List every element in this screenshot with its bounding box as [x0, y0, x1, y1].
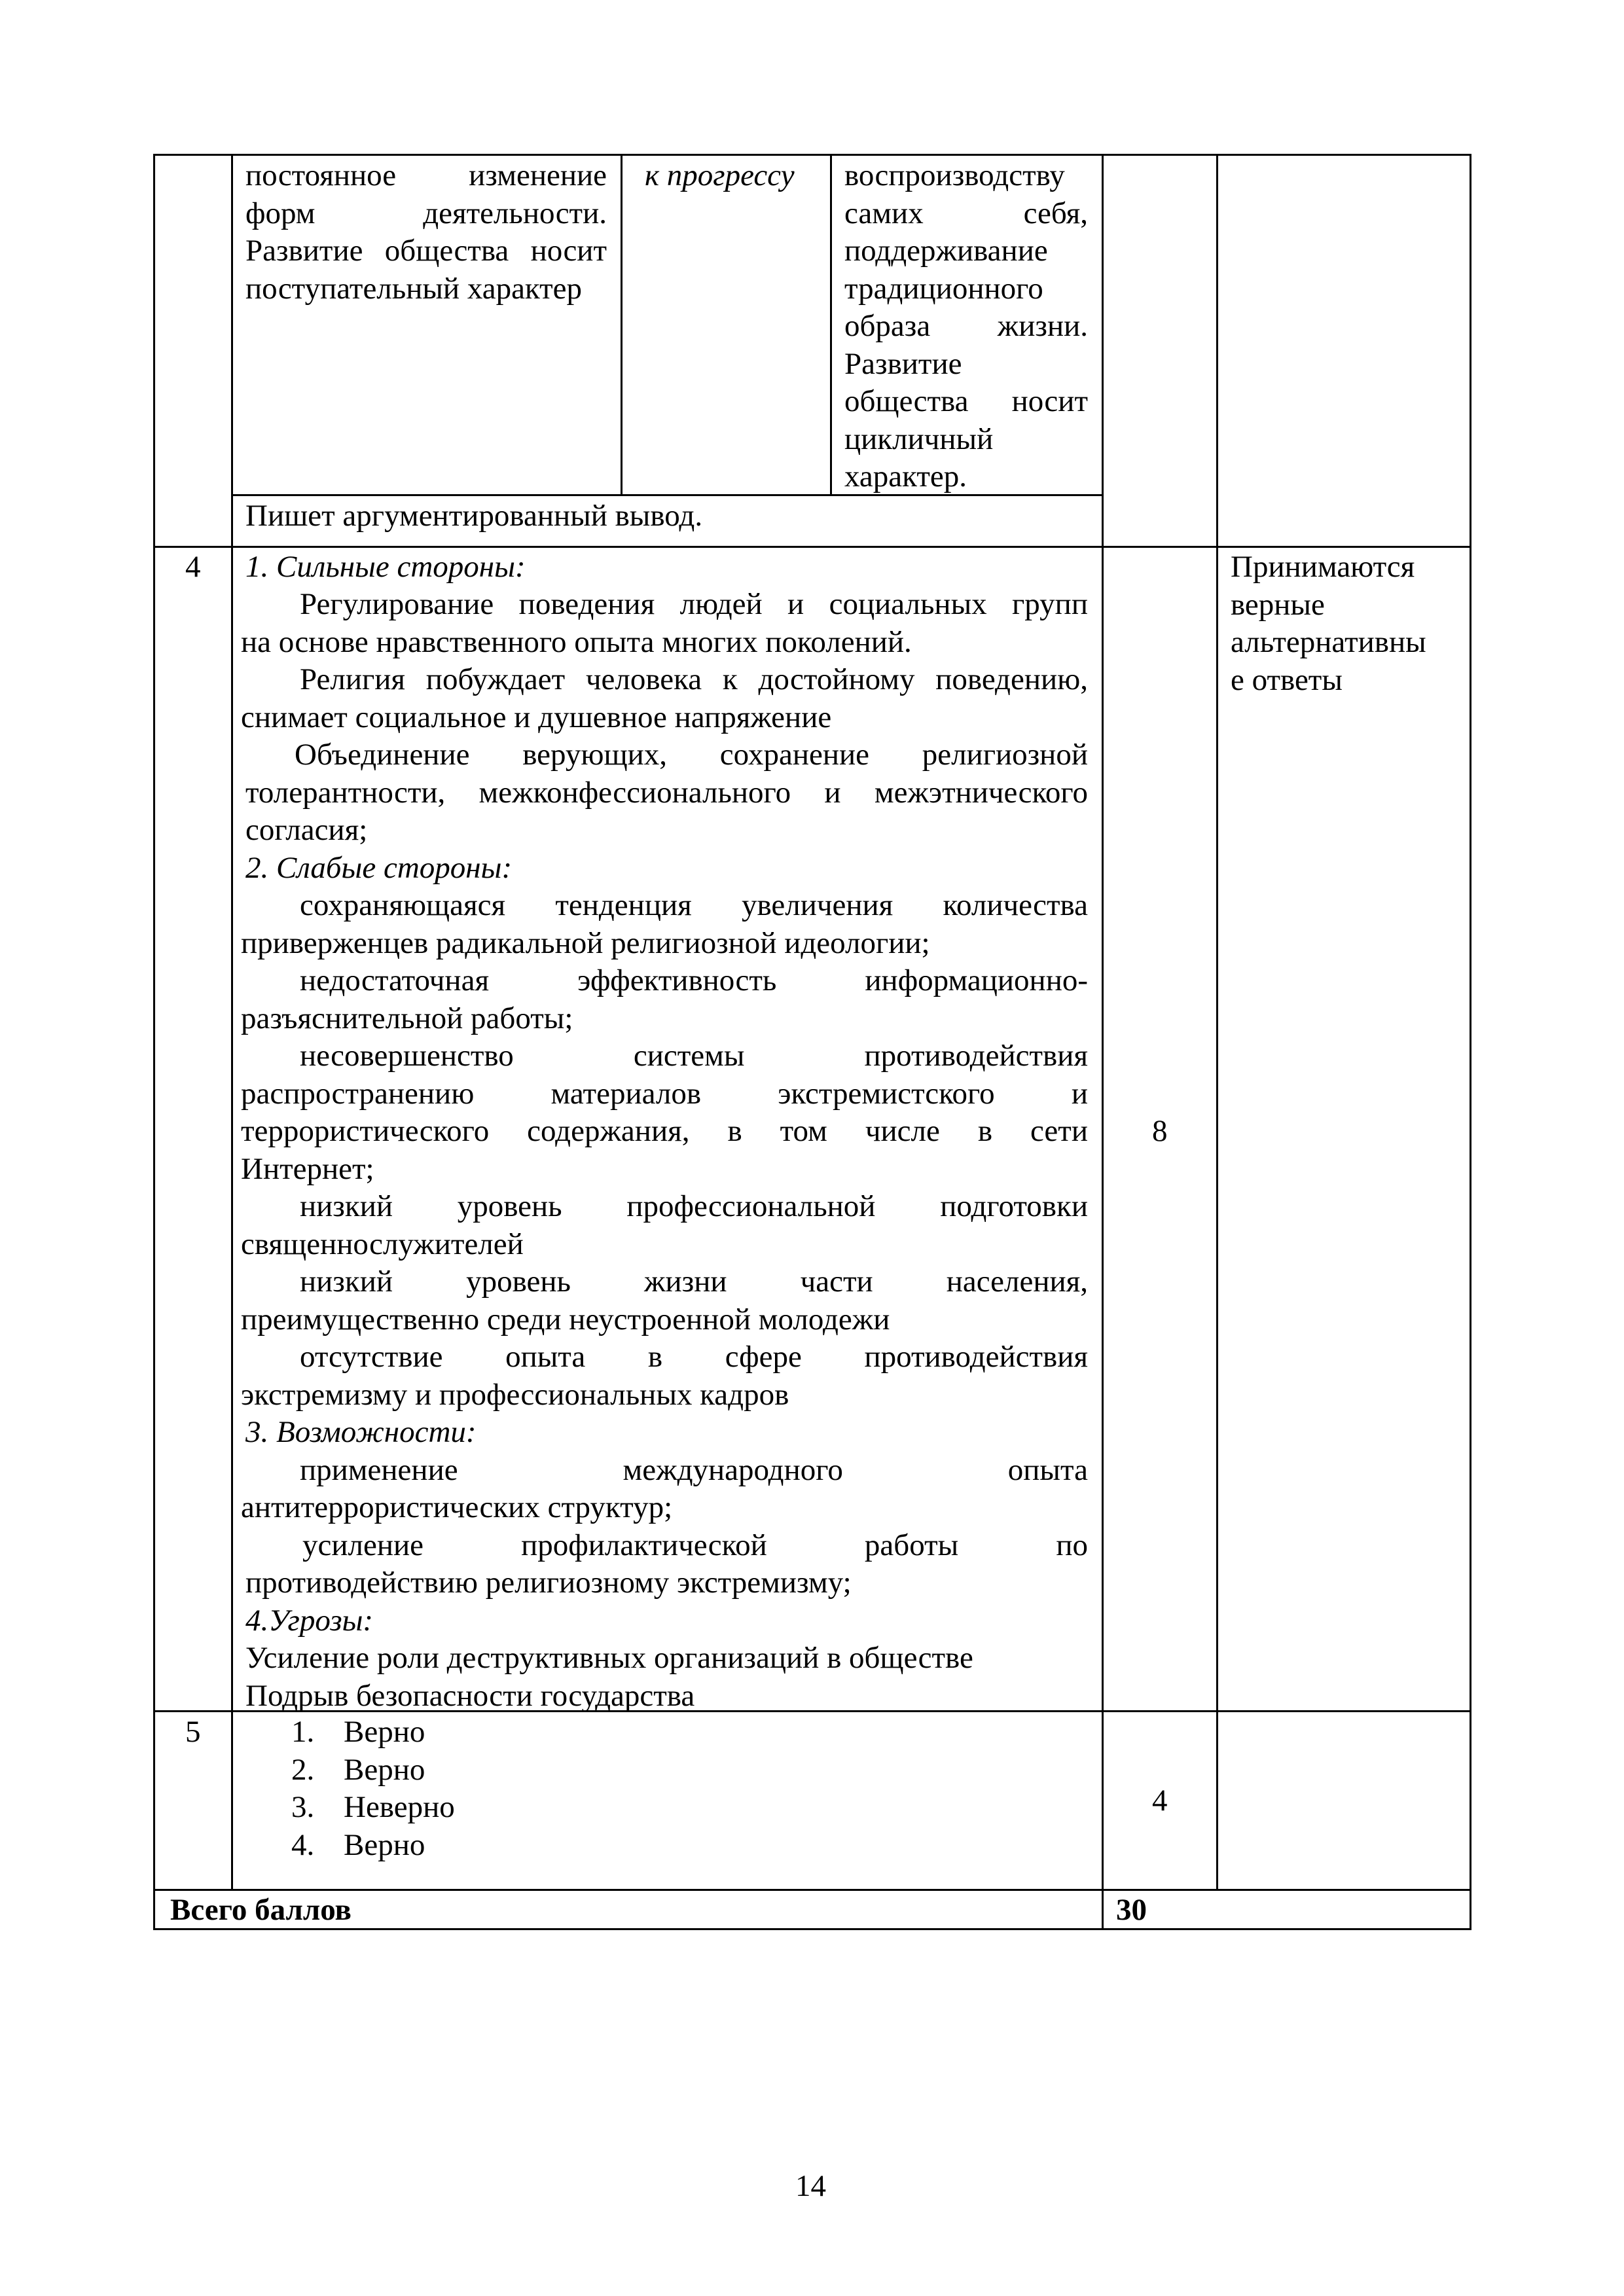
- answer-number: 3.: [291, 1790, 315, 1824]
- inner-col-divider-1: [621, 154, 623, 495]
- text-line: поддерживание: [844, 234, 1048, 268]
- text-line: несовершенство системы противодействия: [300, 1039, 1088, 1073]
- answer-text: Верно: [344, 1827, 425, 1862]
- answer-text: Верно: [344, 1752, 425, 1787]
- row-divider-total: [153, 1889, 1471, 1891]
- text-line: усиление профилактической работы по: [302, 1528, 1088, 1562]
- text-line: снимает социальное и душевное напряжение: [241, 700, 832, 734]
- note-line: верные: [1231, 587, 1325, 622]
- row-divider-4: [153, 546, 1471, 548]
- text-line: распространению материалов экстремистского и: [241, 1077, 1088, 1111]
- continuation-col1: [245, 157, 607, 308]
- section-heading-threats: 4.Угрозы:: [245, 1604, 374, 1638]
- text-line: воспроизводству: [844, 158, 1065, 192]
- text-line: разъяснительной работы;: [241, 1001, 573, 1035]
- page-number: 14: [795, 2169, 826, 2203]
- answer-item: [291, 1751, 619, 1789]
- section-heading-opportunities: 3. Возможности:: [245, 1415, 477, 1449]
- text-line: Развитие: [844, 346, 962, 381]
- continuation-col3: [844, 157, 1088, 496]
- text-line: сохраняющаяся тенденция увеличения количества: [300, 888, 1088, 922]
- section-heading-weaknesses: 2. Слабые стороны:: [245, 851, 513, 885]
- table-border-top: [153, 154, 1471, 156]
- text-line: образа жизни.: [844, 309, 1088, 343]
- text-line: Религия побуждает человека к достойному поведению,: [300, 662, 1088, 696]
- text-line: священнослужителей: [241, 1227, 524, 1261]
- text-line: поступательный характер: [245, 271, 583, 306]
- text-line: низкий уровень профессиональной подготовки: [300, 1189, 1088, 1223]
- text-line: традиционного: [844, 271, 1043, 306]
- section-heading-strengths: 1. Сильные стороны:: [245, 550, 526, 584]
- note-line: е ответы: [1231, 662, 1343, 697]
- text-line: общества носит: [844, 384, 1088, 418]
- text-line: постоянное изменение: [245, 158, 607, 192]
- note-cell: [1231, 548, 1460, 699]
- answer-item: [291, 1713, 619, 1751]
- text-line: цикличный: [844, 422, 994, 456]
- answer-number: 1.: [291, 1715, 315, 1749]
- text-line: недостаточная эффективность информационно-: [300, 963, 1088, 997]
- text-line: самих себя,: [844, 196, 1088, 230]
- total-value: 30: [1116, 1893, 1147, 1927]
- text-line: экстремизму и профессиональных кадров: [241, 1378, 789, 1412]
- table-border-left: [153, 154, 155, 1930]
- answer-number: 4.: [291, 1827, 315, 1862]
- conclusion-text: Пишет аргументированный вывод.: [245, 499, 703, 533]
- answer-item: [291, 1827, 619, 1865]
- col-divider-score-right: [1216, 154, 1218, 1890]
- score-value: 8: [1152, 1114, 1168, 1148]
- text-line: отсутствие опыта в сфере противодействия: [300, 1340, 1088, 1374]
- text-line: Развитие общества носит: [245, 234, 607, 268]
- answer-text: Неверно: [344, 1790, 455, 1824]
- score-value: 4: [1152, 1784, 1168, 1818]
- answer-text: Верно: [344, 1715, 425, 1749]
- text-line: согласия;: [245, 813, 368, 847]
- text-line: антитеррористических структур;: [241, 1490, 673, 1524]
- col-divider-num: [231, 154, 233, 1890]
- text-line: низкий уровень жизни части населения,: [300, 1265, 1088, 1299]
- text-line: Интернет;: [241, 1152, 374, 1186]
- text-line: форм деятельности.: [245, 196, 607, 230]
- note-line: альтернативны: [1231, 625, 1426, 659]
- total-label: Всего баллов: [170, 1893, 352, 1927]
- text-line: характер.: [844, 459, 967, 493]
- text-line: Объединение верующих, сохранение религиозной: [295, 738, 1088, 772]
- continuation-col2: к прогрессу: [645, 158, 795, 192]
- text-line: Регулирование поведения людей и социальных групп: [300, 587, 1088, 621]
- col-divider-score-left: [1102, 154, 1104, 1930]
- text-line: толерантности, межконфессионального и межэтнического: [245, 776, 1088, 810]
- row-number: 5: [185, 1715, 201, 1749]
- text-line: на основе нравственного опыта многих поколений.: [241, 625, 912, 659]
- text-line: Усиление роли деструктивных организаций в обществе: [245, 1641, 973, 1675]
- note-line: Принимаются: [1231, 550, 1415, 584]
- answer-list: [291, 1713, 619, 1864]
- text-line: Подрыв безопасности государства: [245, 1679, 695, 1713]
- text-line: террористического содержания, в том числе в сети: [241, 1114, 1088, 1148]
- text-line: приверженцев радикальной религиозной идеологии;: [241, 926, 930, 960]
- inner-col-divider-2: [830, 154, 832, 495]
- text-line: применение международного опыта: [300, 1453, 1088, 1487]
- text-line: противодействию религиозному экстремизму;: [245, 1566, 852, 1600]
- answer-number: 2.: [291, 1752, 315, 1787]
- answer-item: [291, 1789, 619, 1827]
- row-number: 4: [185, 550, 201, 584]
- text-line: преимущественно среди неустроенной молодежи: [241, 1302, 890, 1336]
- table-border-right: [1470, 154, 1471, 1930]
